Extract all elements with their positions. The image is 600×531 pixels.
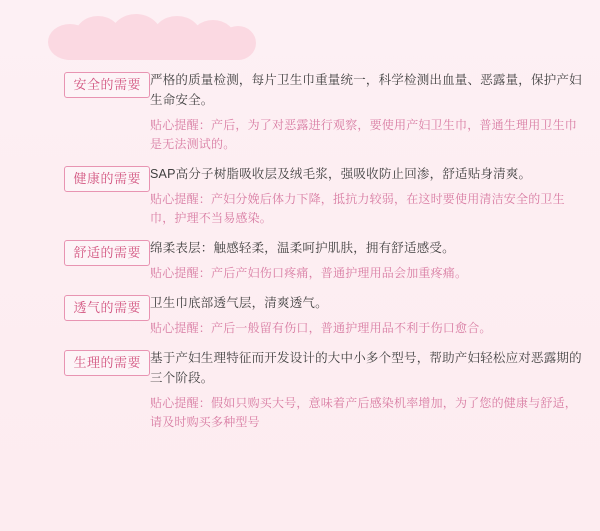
feature-tag-column bbox=[0, 70, 150, 98]
feature-body bbox=[150, 348, 600, 432]
feature-note: 贴心提醒：产后一般留有伤口，普通护理用品不利于伤口愈合。 bbox=[150, 321, 492, 335]
feature-tag-column bbox=[0, 348, 150, 376]
feature-tag-column bbox=[0, 164, 150, 192]
feature-list bbox=[0, 70, 600, 438]
feature-note: 贴心提醒：产后产妇伤口疼痛，普通护理用品会加重疼痛。 bbox=[150, 266, 468, 280]
feature-description: 绵柔表层：触感轻柔，温柔呵护肌肤，拥有舒适感受。 bbox=[150, 241, 455, 255]
feature-description: 基于产妇生理特征而开发设计的大中小多个型号，帮助产妇轻松应对恶露期的三个阶段。 bbox=[150, 351, 582, 385]
feature-tag-comfort: 舒适的需要 bbox=[64, 240, 150, 266]
feature-row bbox=[0, 70, 600, 154]
feature-description: 严格的质量检测，每片卫生巾重量统一，科学检测出血量、恶露量，保护产妇生命安全。 bbox=[150, 73, 582, 107]
banner-bar bbox=[58, 38, 248, 60]
feature-tag-breathability: 透气的需要 bbox=[64, 295, 150, 321]
feature-tag-column bbox=[0, 238, 150, 266]
feature-body bbox=[150, 293, 600, 338]
feature-body bbox=[150, 164, 600, 228]
feature-tag-health: 健康的需要 bbox=[64, 166, 150, 192]
feature-row bbox=[0, 238, 600, 283]
feature-row bbox=[0, 164, 600, 228]
feature-note: 贴心提醒：假如只购买大号，意味着产后感染机率增加，为了您的健康与舒适，请及时购买多种型号 bbox=[150, 396, 578, 429]
feature-note: 贴心提醒：产后，为了对恶露进行观察，要使用产妇卫生巾，普通生理用卫生巾是无法测试的。 bbox=[150, 118, 578, 151]
feature-row bbox=[0, 348, 600, 432]
feature-tag-physiology: 生理的需要 bbox=[64, 350, 150, 376]
feature-body bbox=[150, 70, 600, 154]
feature-body bbox=[150, 238, 600, 283]
decorative-cloud-banner bbox=[48, 14, 256, 60]
feature-tag-safety: 安全的需要 bbox=[64, 72, 150, 98]
feature-description: 卫生巾底部透气层，清爽透气。 bbox=[150, 296, 328, 310]
feature-tag-column bbox=[0, 293, 150, 321]
feature-row bbox=[0, 293, 600, 338]
feature-description: SAP高分子树脂吸收层及绒毛浆，强吸收防止回渗，舒适贴身清爽。 bbox=[150, 167, 532, 181]
feature-note: 贴心提醒：产妇分娩后体力下降，抵抗力较弱，在这时要使用清洁安全的卫生巾，护理不当易感染。 bbox=[150, 192, 565, 225]
